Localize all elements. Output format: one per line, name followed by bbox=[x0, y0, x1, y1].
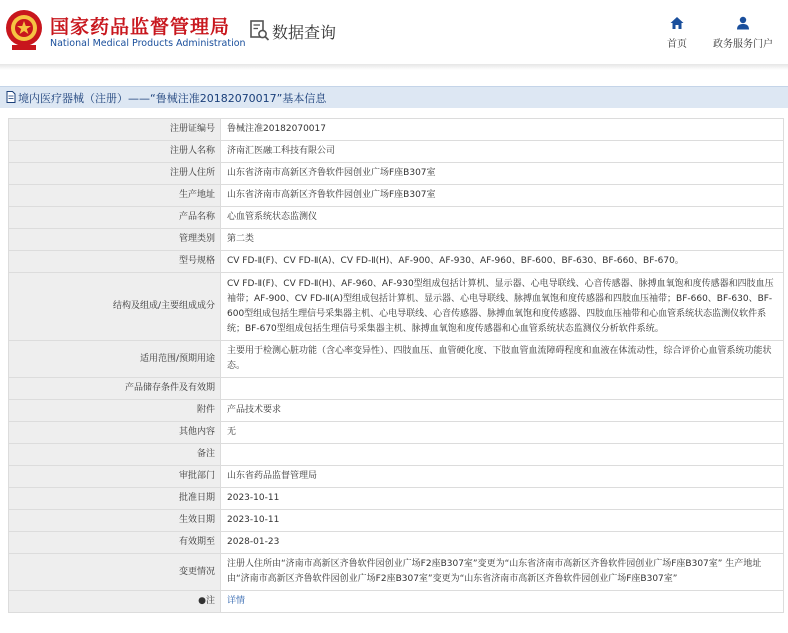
row-label: 审批部门 bbox=[9, 466, 221, 488]
row-label: 生产地址 bbox=[9, 185, 221, 207]
details-link[interactable]: 详情 bbox=[227, 596, 246, 606]
row-value: 鲁械注准20182070017 bbox=[221, 119, 784, 141]
record-title: 境内医疗器械（注册）——“鲁械注准20182070017”基本信息 bbox=[18, 92, 327, 105]
row-value: 2023-10-11 bbox=[221, 488, 784, 510]
row-value: 济南汇医融工科技有限公司 bbox=[221, 141, 784, 163]
table-row bbox=[9, 229, 784, 251]
site-name-en: National Medical Products Administration bbox=[50, 38, 246, 49]
row-label: ●注 bbox=[9, 591, 221, 613]
table-row bbox=[9, 554, 784, 591]
row-value: CV FD-Ⅱ(F)、CV FD-Ⅱ(A)、CV FD-Ⅱ(H)、AF-900、AF-930、AF-960、BF-600、BF-630、BF-660、BF-670。 bbox=[221, 251, 784, 273]
table-row bbox=[9, 510, 784, 532]
row-value: 心血管系统状态监测仪 bbox=[221, 207, 784, 229]
row-label: 批准日期 bbox=[9, 488, 221, 510]
row-value: 无 bbox=[221, 422, 784, 444]
table-row bbox=[9, 444, 784, 466]
national-emblem-icon bbox=[4, 8, 44, 52]
row-value bbox=[221, 444, 784, 466]
nav-home[interactable] bbox=[642, 16, 712, 50]
row-value: 山东省济南市高新区齐鲁软件园创业广场F座B307室 bbox=[221, 185, 784, 207]
site-header bbox=[0, 0, 788, 64]
row-value: 主要用于检测心脏功能（含心率变异性）、四肢血压、血管硬化度、下肢血管血流障碍程度和血液在体流动性，综合评价心血管系统功能状态。 bbox=[221, 341, 784, 378]
table-row bbox=[9, 163, 784, 185]
row-label: 结构及组成/主要组成成分 bbox=[9, 273, 221, 341]
table-row bbox=[9, 400, 784, 422]
row-value bbox=[221, 591, 784, 613]
row-label: 产品名称 bbox=[9, 207, 221, 229]
nav-service-portal[interactable] bbox=[708, 16, 778, 50]
row-label: 备注 bbox=[9, 444, 221, 466]
row-value: 山东省济南市高新区齐鲁软件园创业广场F座B307室 bbox=[221, 163, 784, 185]
table-row bbox=[9, 488, 784, 510]
record-title-bar bbox=[0, 86, 788, 108]
table-row bbox=[9, 185, 784, 207]
nav-home-label: 首页 bbox=[667, 39, 687, 50]
row-label: 生效日期 bbox=[9, 510, 221, 532]
table-row bbox=[9, 119, 784, 141]
table-row bbox=[9, 378, 784, 400]
row-label: 管理类别 bbox=[9, 229, 221, 251]
row-value: 产品技术要求 bbox=[221, 400, 784, 422]
row-label: 注册人名称 bbox=[9, 141, 221, 163]
table-row bbox=[9, 591, 784, 613]
row-value: 第二类 bbox=[221, 229, 784, 251]
row-label: 注册人住所 bbox=[9, 163, 221, 185]
row-value bbox=[221, 378, 784, 400]
row-value: CV FD-Ⅱ(F)、CV FD-Ⅱ(H)、AF-960、AF-930型组成包括计算机、显示器、心电导联线、心音传感器、脉搏血氧饱和度传感器和四肢血压袖带；AF-900、CV FD-Ⅱ(A)型组成包括计算机、显示器、心电导联线、脉搏血氧饱和度传感器和四肢血压袖带；BF-660、BF-630、BF-600型组成包括生理信号采集器主机、心电导联线、心音传感器、脉搏血氧饱和度传感器、四肢血压袖带和心血管系统状态监测仪软件系统；BF-670型组成包括生理信号采集器主机、脉搏血氧饱和度传感器和心血管系统状态监测仪分析软件系统。 bbox=[221, 273, 784, 341]
row-value: 2023-10-11 bbox=[221, 510, 784, 532]
row-label: 型号规格 bbox=[9, 251, 221, 273]
row-label: 适用范围/预期用途 bbox=[9, 341, 221, 378]
table-row bbox=[9, 207, 784, 229]
site-name-cn: 国家药品监督管理局 bbox=[50, 16, 231, 38]
table-row bbox=[9, 532, 784, 554]
user-icon bbox=[736, 16, 750, 30]
row-label: 有效期至 bbox=[9, 532, 221, 554]
row-label: 产品储存条件及有效期 bbox=[9, 378, 221, 400]
row-label: 其他内容 bbox=[9, 422, 221, 444]
table-row bbox=[9, 341, 784, 378]
registration-info-table bbox=[8, 118, 784, 613]
table-row bbox=[9, 273, 784, 341]
header-divider bbox=[0, 64, 788, 70]
nav-service-portal-label: 政务服务门户 bbox=[713, 39, 773, 50]
table-row bbox=[9, 466, 784, 488]
table-row bbox=[9, 251, 784, 273]
row-value: 注册人住所由“济南市高新区齐鲁软件园创业广场F2座B307室”变更为“山东省济南市高新区齐鲁软件园创业广场F座B307室” 生产地址由“济南市高新区齐鲁软件园创业广场F2座B307室”变更为“山东省济南市高新区齐鲁软件园创业广场F座B307室” bbox=[221, 554, 784, 591]
row-value: 山东省药品监督管理局 bbox=[221, 466, 784, 488]
page-title: 数据查询 bbox=[272, 23, 337, 42]
document-search-icon bbox=[250, 20, 270, 42]
document-icon bbox=[6, 91, 16, 103]
row-label: 注册证编号 bbox=[9, 119, 221, 141]
table-row bbox=[9, 422, 784, 444]
home-icon bbox=[670, 16, 684, 30]
table-row bbox=[9, 141, 784, 163]
row-label: 附件 bbox=[9, 400, 221, 422]
row-value: 2028-01-23 bbox=[221, 532, 784, 554]
row-label: 变更情况 bbox=[9, 554, 221, 591]
